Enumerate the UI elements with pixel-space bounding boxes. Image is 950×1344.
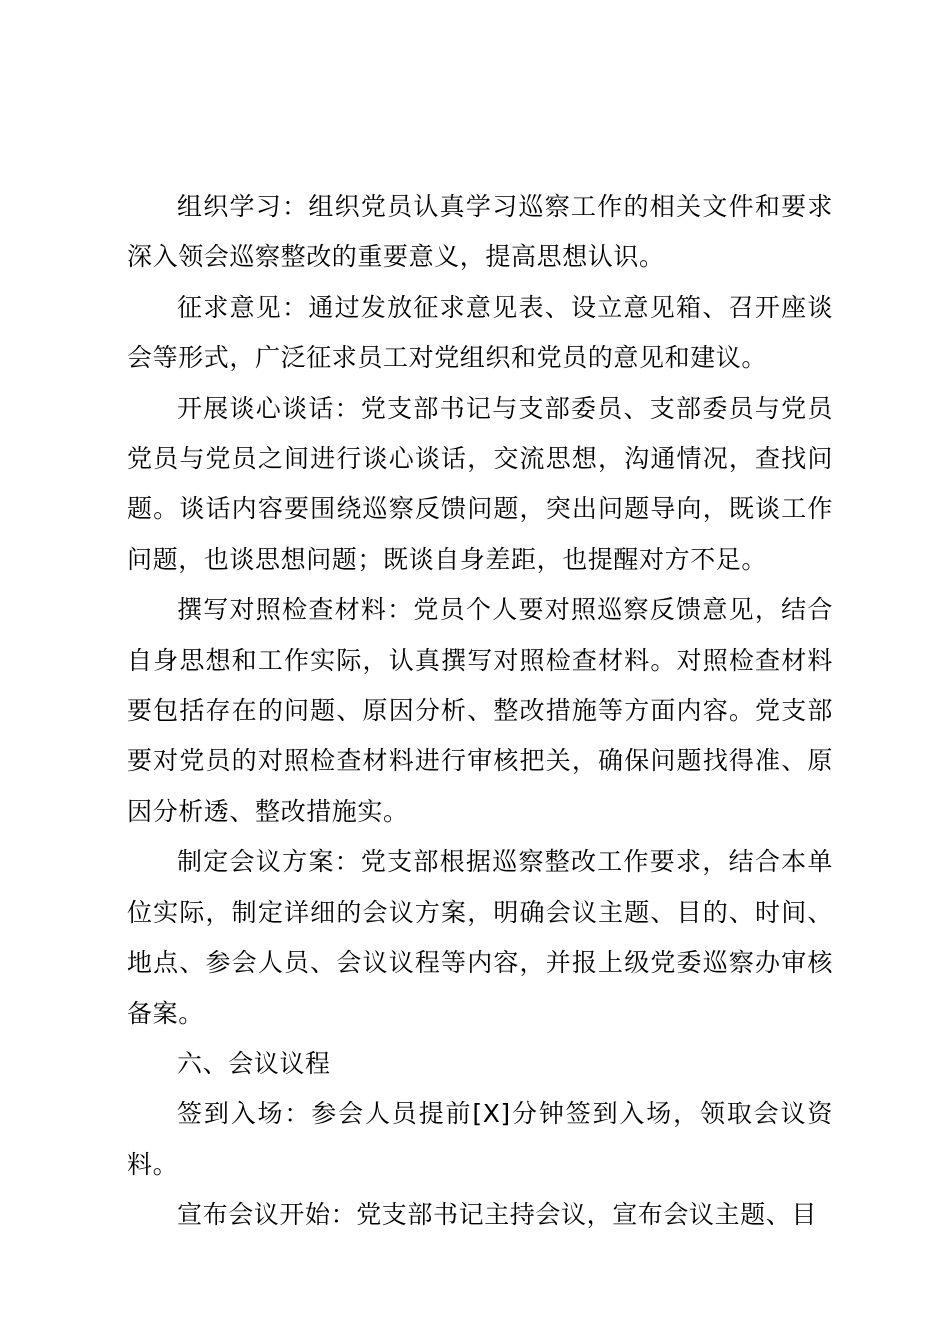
document-body [127, 182, 833, 1241]
section-heading-meeting-agenda: 六、会议议程 [177, 1048, 331, 1078]
paragraph-solicit-opinions: 征求意见：通过发放征求意见表、设立意见箱、召开座谈会等形式，广泛征求员工对党组织和党员的意见和建议。 [127, 292, 833, 373]
paragraph-meeting-plan: 制定会议方案：党支部根据巡察整改工作要求，结合本单位实际，制定详细的会议方案，明确会议主题、目的、时间、地点、参会人员、会议议程等内容，并报上级党委巡察办审核备案。 [127, 847, 833, 1028]
paragraph-self-inspection-materials: 撰写对照检查材料：党员个人要对照巡察反馈意见，结合自身思想和工作实际，认真撰写对照检查材料。对照检查材料要包括存在的问题、原因分析、整改措施等方面内容。党支部要对党员的对照检查材料进行审核把关，确保问题找得准、原因分析透、整改措施实。 [127, 595, 833, 826]
paragraph-heart-to-heart-talks: 开展谈心谈话：党支部书记与支部委员、支部委员与党员党员与党员之间进行谈心谈话，交流思想，沟通情况，查找问题。谈话内容要围绕巡察反馈问题，突出问题导向，既谈工作问题，也谈思想问题；既谈自身差距，也提醒对方不足。 [127, 393, 833, 574]
agenda-item-announce-start: 宣布会议开始：党支部书记主持会议，宣布会议主题、目 [177, 1200, 818, 1230]
agenda-item-sign-in: 签到入场：参会人员提前[X]分钟签到入场，领取会议资料。 [127, 1099, 833, 1179]
paragraph-organize-study: 组织学习：组织党员认真学习巡察工作的相关文件和要求深入领会巡察整改的重要意义，提高思想认识。 [127, 192, 833, 272]
